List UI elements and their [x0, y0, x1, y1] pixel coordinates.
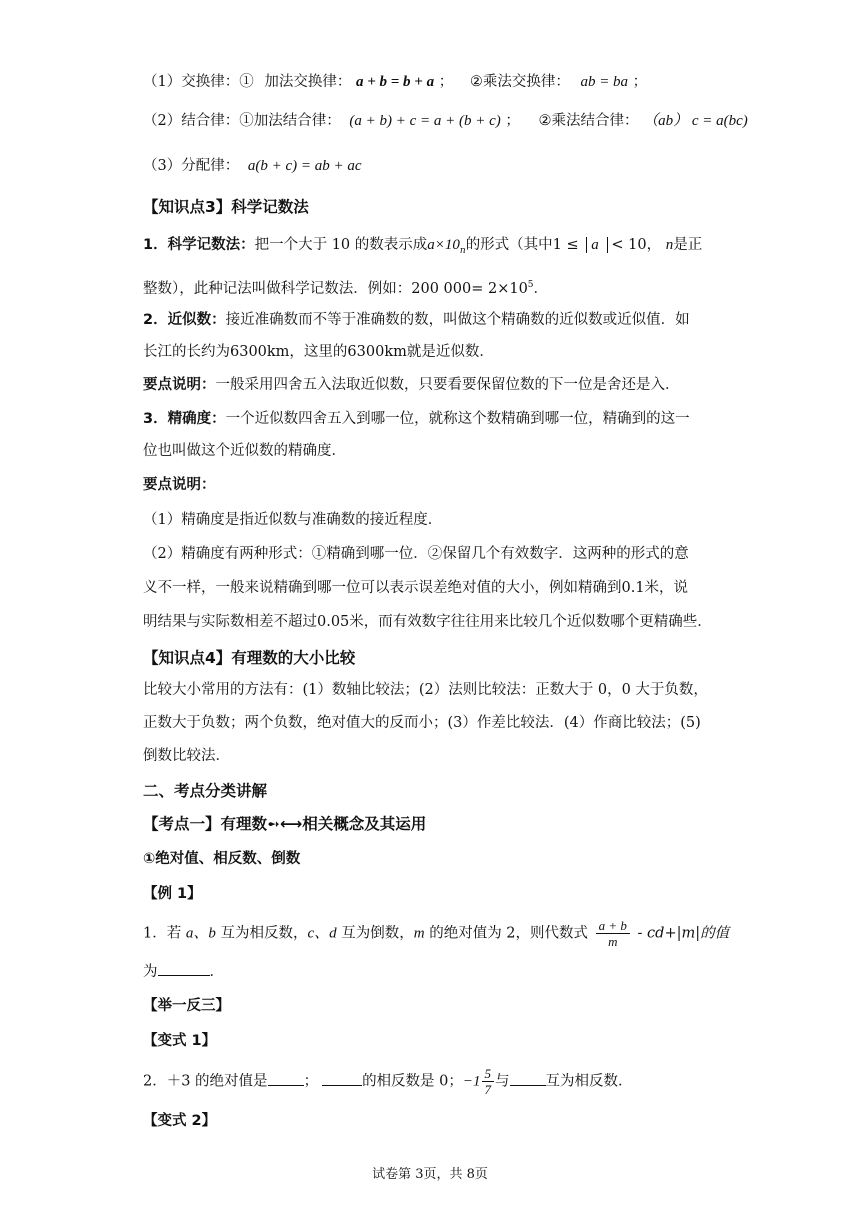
kp3-p1-text-d: 是正 [673, 237, 703, 253]
kp3-note2-item2-line1: （2）精确度有两种形式：①精确到哪一位．②保留几个有效数字．这两种的形式的意 [143, 546, 689, 562]
kp4-title: 【知识点4】有理数的大小比较 [143, 649, 356, 667]
q1-line2-text: 为 [143, 964, 158, 980]
kp3-p1-line1 [143, 235, 702, 261]
kp4-text-line1: 比较大小常用的方法有：(1）数轴比较法；(2）法则比较法：正数大于 0，0 大于负数， [143, 682, 708, 698]
q1-text-c: 互为倒数， [341, 925, 414, 942]
q1-fraction-numerator: a + b [596, 918, 630, 934]
law-distributive [143, 156, 362, 176]
q2-text-e: 互为相反数． [545, 1073, 633, 1090]
kp3-p3-label: 3．精确度： [143, 411, 226, 427]
law1-sep: ； [438, 74, 454, 90]
kp4-text-line3: 倒数比较法． [143, 748, 230, 764]
kp3-title: 【知识点3】科学记数法 [143, 198, 309, 216]
law1-end: ； [632, 74, 648, 90]
kp3-p1-text-b: 的形式（其中1 ≤ [465, 237, 579, 253]
kp3-p1-abs [586, 237, 608, 253]
kd1-subtitle: ①绝对值、相反数、倒数 [143, 851, 301, 867]
kp3-p1-text-c: < 10， [611, 237, 662, 253]
question2 [143, 1066, 633, 1097]
law1-label: （1）交换律：① [143, 74, 254, 90]
q2-fraction [482, 1066, 495, 1097]
law3-formula: a(b + c) = ab + ac [247, 158, 362, 174]
kp3-note2-item1: （1）精确度是指近似数与准确数的接近程度． [143, 512, 443, 528]
law1-mul-label: ②乘法交换律： [469, 74, 570, 90]
q2-blank-1[interactable] [268, 1071, 304, 1086]
law2-add-formula: (a + b) + c = a + (b + c) [349, 113, 501, 129]
kp3-note2-label: 要点说明： [143, 477, 216, 493]
kp3-note1 [143, 375, 680, 395]
q1-vars-ab: a、b [185, 925, 216, 942]
q2-blank-2[interactable] [322, 1071, 362, 1086]
kp3-note2-item2-line3: 明结果与实际数相差不超过0.05米，而有效数字往往用来比较几个近似数哪个更精确些． [143, 614, 712, 630]
q2-text-c: 的相反数是 0； [362, 1073, 463, 1090]
q1-text-d: 的绝对值为 2，则代数式 [429, 925, 589, 942]
law1-mul-formula: ab = ba [580, 74, 629, 90]
q1-fraction-denominator: m [608, 934, 618, 949]
q2-text-a: 2．＋3 的绝对值是 [143, 1073, 268, 1090]
practice-label: 【举一反三】 [143, 998, 230, 1014]
kp3-p1-line2 [143, 275, 548, 299]
law3-label: （3）分配律： [143, 158, 240, 174]
kp3-p1-exponent: 5 [527, 280, 534, 290]
law2-label: （2）结合律：①加法结合律： [143, 113, 341, 129]
kp3-note2-item2-line2: 义不一样，一般来说精确到哪一位可以表示误差绝对值的大小，例如精确到0.1米，说 [143, 580, 689, 596]
kp3-p1-line2-end: ． [533, 280, 549, 297]
q2-mixed-whole: −1 [462, 1073, 481, 1090]
kp3-note1-label: 要点说明： [143, 377, 216, 393]
kp3-p3-line1 [143, 409, 690, 429]
kp3-p2-line1 [143, 310, 690, 330]
q2-text-d: 与 [495, 1073, 510, 1090]
q2-blank-3[interactable] [510, 1071, 546, 1086]
kp3-p1-n: n [665, 237, 674, 253]
kp3-p1-formula: a×10 [427, 237, 460, 253]
kp3-p1-label: 1．科学记数法： [143, 237, 255, 253]
law2-mul-formula: （ab） c = a(bc) [643, 113, 748, 129]
variant2-label: 【变式 2】 [143, 1113, 217, 1129]
q2-fraction-denominator: 7 [484, 1082, 492, 1097]
kp3-p1-abs-var: a [591, 237, 599, 253]
law-associative [143, 111, 748, 131]
q1-prefix: 1．若 [143, 925, 182, 942]
q1-vars-cd: c、d [307, 925, 337, 942]
question1-line1 [143, 918, 729, 949]
q2-text-b: ； [303, 1073, 319, 1090]
example1-label: 【例 1】 [143, 886, 202, 902]
kp3-p1-text-a: 把一个大于 10 的数表示成 [254, 237, 428, 253]
law-commutative [143, 72, 647, 92]
kp3-p2-text: 接近准确数而不等于准确数的数，叫做这个精确数的近似数或近似值．如 [225, 312, 690, 328]
law1-add-label: 加法交换律： [264, 74, 352, 90]
law1-add-formula: a + b = b + a [355, 74, 435, 90]
kp3-p2-line2: 长江的长约为6300km，这里的6300km就是近似数． [143, 344, 494, 360]
law2-mul-label: ②乘法结合律： [538, 113, 639, 129]
page-footer: 试卷第 3页，共 8页 [372, 1167, 488, 1182]
kd1-title: 【考点一】有理数➻⟷相关概念及其运用 [143, 815, 427, 833]
q1-answer-blank[interactable] [158, 961, 210, 976]
kp3-p2-label: 2．近似数： [143, 312, 226, 328]
law2-sep: ； [505, 113, 520, 129]
q2-fraction-numerator: 5 [482, 1066, 495, 1082]
q1-text-b: 互为相反数， [220, 925, 308, 942]
kp3-p3-line2: 位也叫做这个近似数的精确度． [143, 443, 346, 459]
q1-fraction [596, 918, 630, 949]
kp4-text-line2: 正数大于负数；两个负数，绝对值大的反而小；(3）作差比较法．(4）作商比较法；(5) [143, 715, 701, 731]
kp3-note1-text: 一般采用四舍五入法取近似数，只要看要保留位数的下一位是舍还是入． [215, 377, 680, 393]
kp3-p1-line2-text: 整数），此种记法叫做科学记数法．例如：200 000= 2×10 [143, 280, 528, 297]
variant1-label: 【变式 1】 [143, 1033, 217, 1049]
kp3-p1-sub: n [459, 245, 466, 256]
q1-var-m: m [413, 925, 425, 942]
question1-line2 [143, 961, 224, 982]
section2-title: 二、考点分类讲解 [143, 782, 268, 800]
q1-text-e: - cd+|m|的值 [637, 925, 730, 942]
q1-line2-end: ． [209, 964, 224, 980]
kp3-p3-text: 一个近似数四舍五入到哪一位，就称这个数精确到哪一位，精确到的这一 [225, 411, 690, 427]
